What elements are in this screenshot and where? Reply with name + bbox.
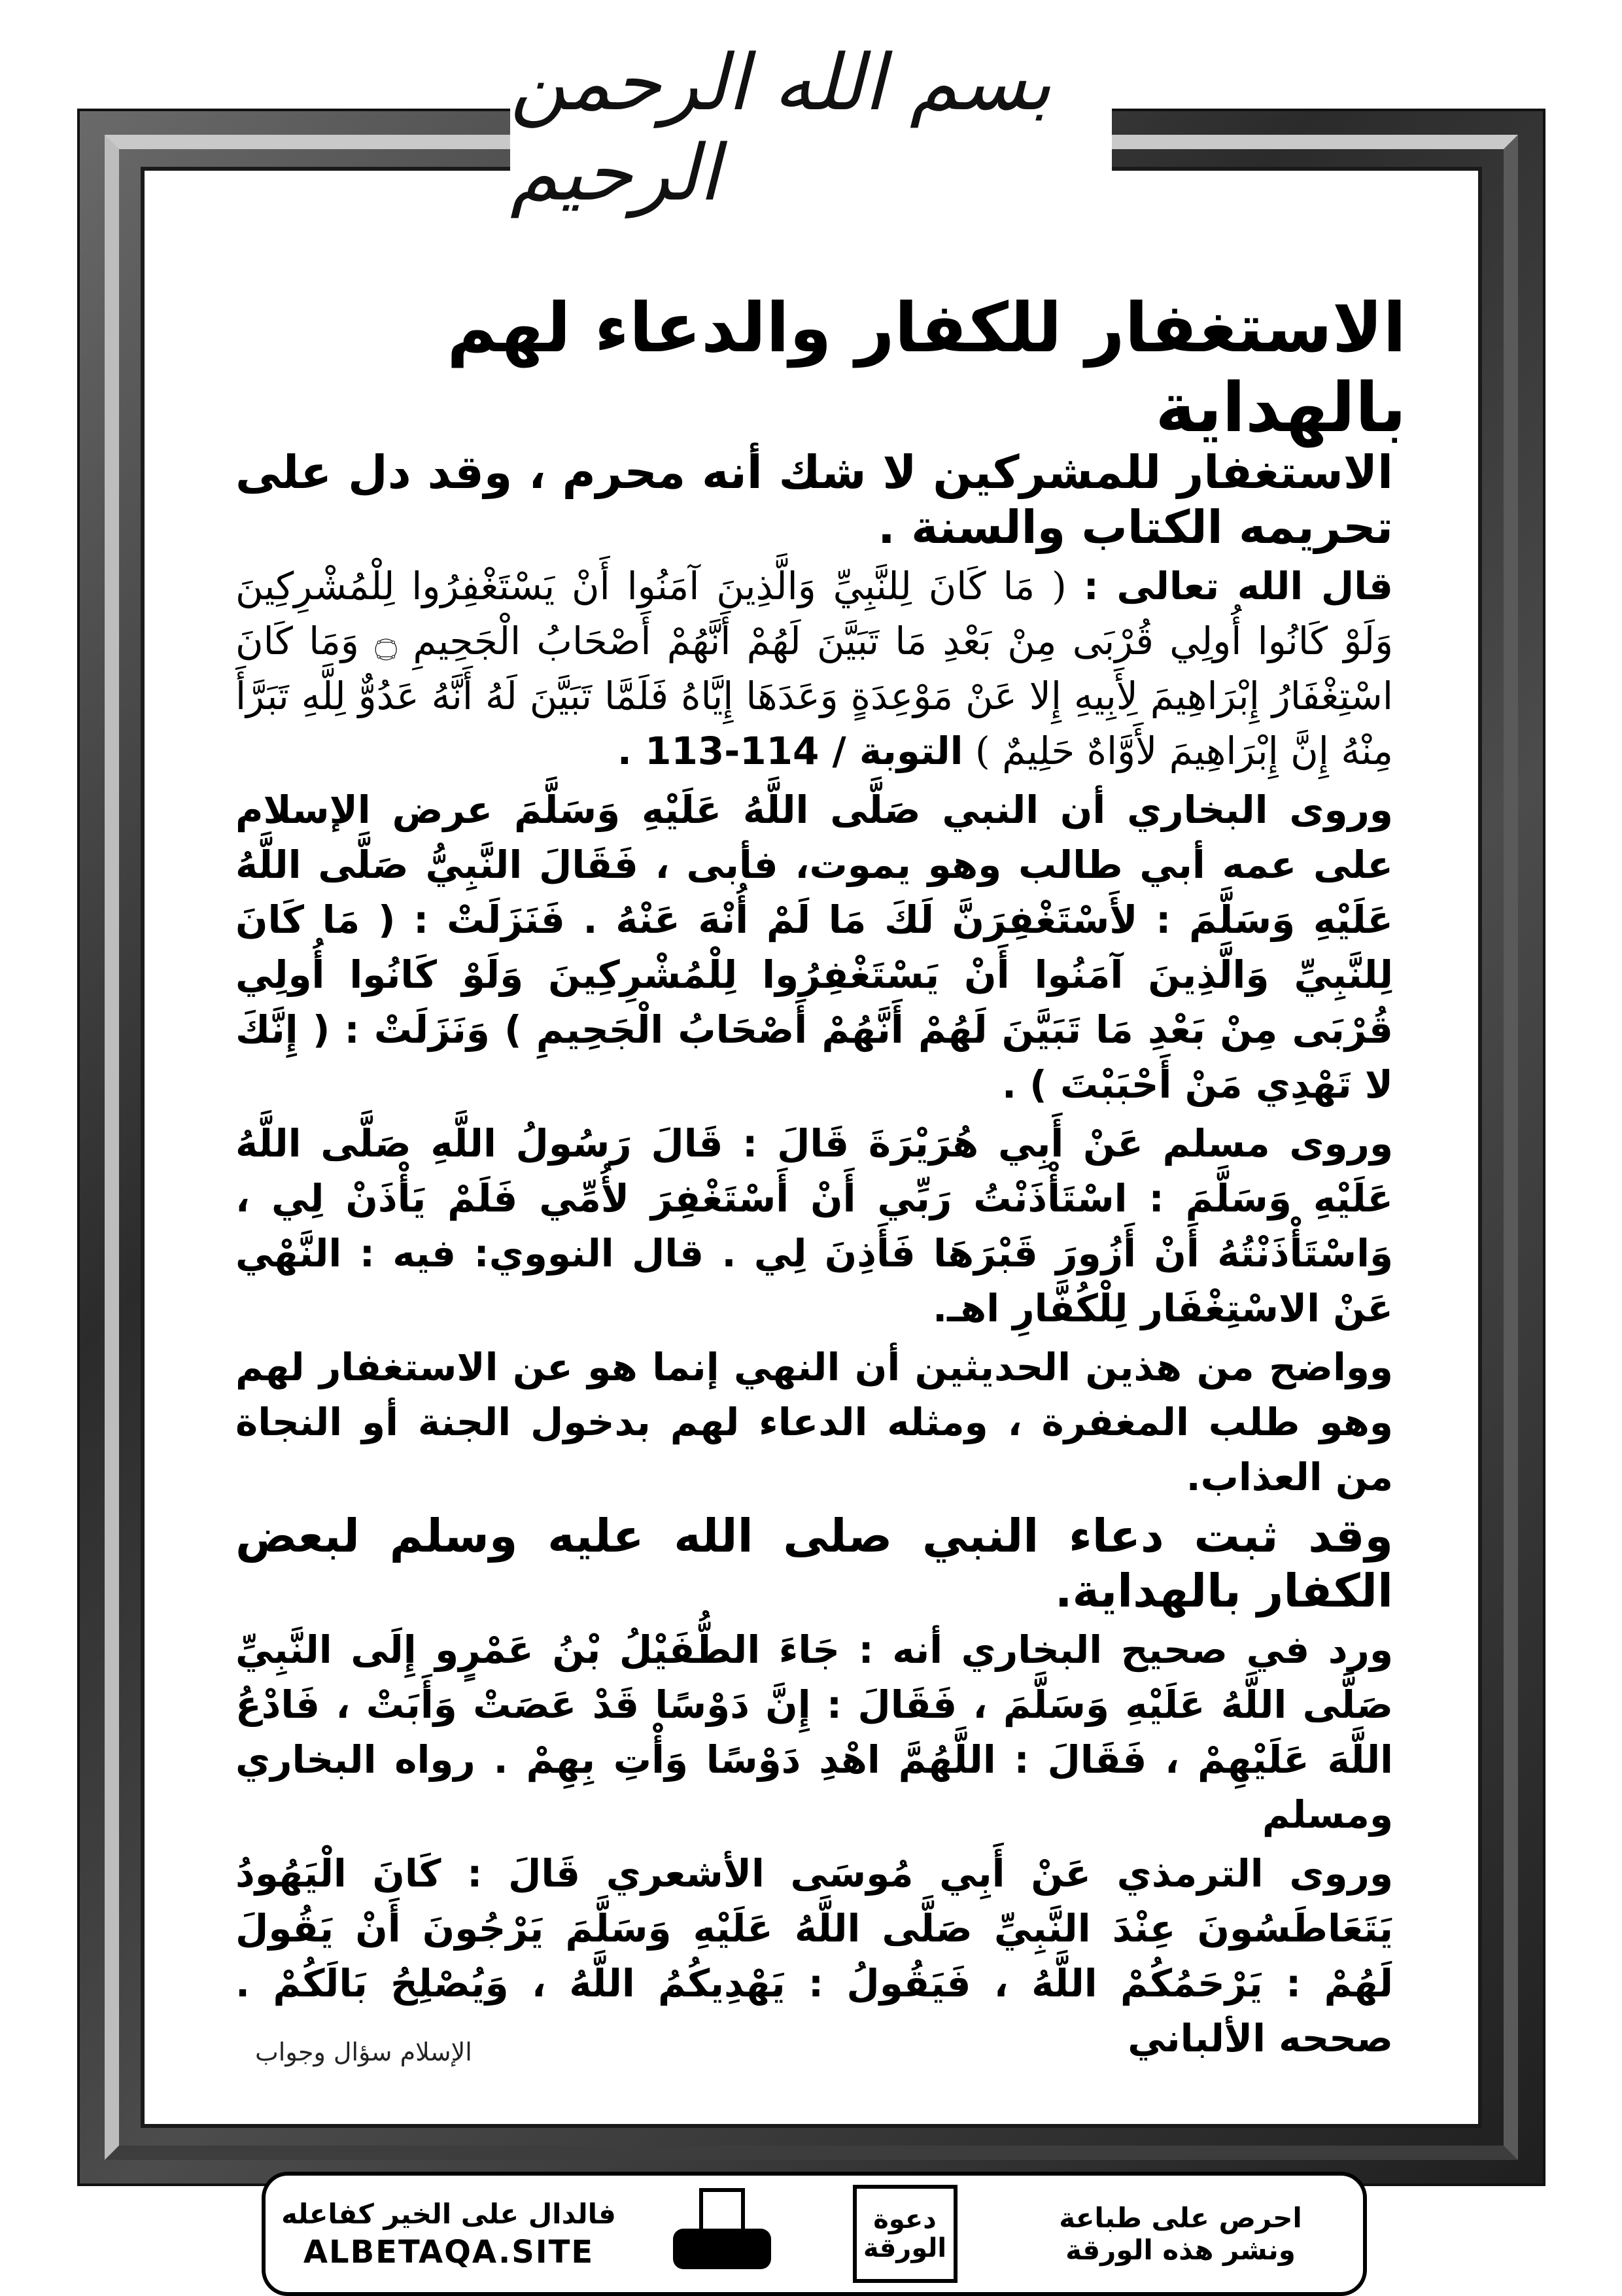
paragraph-tirmidhi: وروى الترمذي عَنْ أَبِي مُوسَى الأشعري قَالَ : كَانَ الْيَهُودُ يَتَعَاطَسُونَ عِنْدَ النَّبِيِّ صَلَّى اللَّهُ عَلَيْهِ وَسَلَّمَ يَرْجُونَ أَنْ يَقُولَ لَهُمْ : يَرْحَمُكُمْ اللَّهُ ، فَيَقُولُ : يَهْدِيكُمُ اللَّهُ ، وَيُصْلِحُ بَالَكُمْ . صححه الألباني	[235, 1851, 1393, 2061]
quran-verse: ( مَا كَانَ لِلنَّبِيِّ وَالَّذِينَ آمَنُوا أَنْ يَسْتَغْفِرُوا لِلْمُشْرِكِينَ وَلَوْ كَانُوا أُولِي قُرْبَى مِنْ بَعْدِ مَا تَبَيَّنَ لَهُمْ أَنَّهُمْ أَصْحَابُ الْجَحِيمِ ۝ وَمَا كَانَ اسْتِغْفَارُ إِبْرَاهِيمَ لِأَبِيهِ إِلا عَنْ مَوْعِدَةٍ وَعَدَهَا إِيَّاهُ فَلَمَّا تَبَيَّنَ لَهُ أَنَّهُ عَدُوٌّ لِلَّهِ تَبَرَّأَ مِنْهُ إِنَّ إِبْرَاهِيمَ لأَوَّاهٌ حَلِيمٌ )	[235, 564, 1393, 773]
paragraph-quran	[235, 559, 1393, 778]
basmala-text: بسم الله الرحمن الرحيم	[510, 37, 1052, 218]
printer-icon	[673, 2188, 771, 2280]
quran-reference: التوبة / 114-113 .	[617, 729, 963, 773]
paragraph-intro: الاستغفار للمشركين لا شك أنه محرم ، وقد دل على تحريمه الكتاب والسنة .	[235, 445, 1393, 554]
paragraph-heading-dua: وقد ثبت دعاء النبي صلى الله عليه وسلم لبعض الكفار بالهداية.	[235, 1509, 1393, 1618]
footer-print-line1: احرص على طباعة	[1059, 2202, 1302, 2234]
logo-da-wat-al-waraqa	[853, 2185, 958, 2283]
footer-icons	[632, 2185, 998, 2283]
page-title: الاستغفار للكفار والدعاء لهم بالهداية	[447, 288, 1406, 447]
paragraph-bukhari: وروى البخاري أن النبي صَلَّى اللَّهُ عَلَيْهِ وَسَلَّمَ عرض الإسلام على عمه أبي طالب وهو يموت، فأبى ، فَقَالَ النَّبِيُّ صَلَّى اللَّهُ عَلَيْهِ وَسَلَّمَ : لأَسْتَغْفِرَنَّ لَكَ مَا لَمْ أُنْهَ عَنْهُ . فَنَزَلَتْ : ( مَا كَانَ لِلنَّبِيِّ وَالَّذِينَ آمَنُوا أَنْ يَسْتَغْفِرُوا لِلْمُشْرِكِينَ وَلَوْ كَانُوا أُولِي قُرْبَى مِنْ بَعْدِ مَا تَبَيَّنَ لَهُمْ أَنَّهُمْ أَصْحَابُ الْجَحِيمِ ) وَنَزَلَتْ : ( إِنَّكَ لا تَهْدِي مَنْ أَحْبَبْتَ ) .	[235, 788, 1393, 1107]
footer-url: ALBETAQA.SITE	[303, 2233, 595, 2270]
footer-bar	[262, 2172, 1367, 2296]
article-body	[235, 445, 1393, 2106]
paragraph-explanation: وواضح من هذين الحديثين أن النهي إنما هو عن الاستغفار لهم وهو طلب المغفرة ، ومثله الدعاء لهم بدخول الجنة أو النجاة من العذاب.	[235, 1345, 1393, 1499]
footer-print-note	[998, 2202, 1363, 2266]
footer-slogan: فالدال على الخير كفاعله	[281, 2197, 616, 2230]
source-credit: الإسلام سؤال وجواب	[255, 2038, 472, 2066]
paragraph-muslim: وروى مسلم عَنْ أَبِي هُرَيْرَةَ قَالَ : قَالَ رَسُولُ اللَّهِ صَلَّى اللَّهُ عَلَيْهِ وَسَلَّمَ : اسْتَأْذَنْتُ رَبِّي أَنْ أَسْتَغْفِرَ لأُمِّي فَلَمْ يَأْذَنْ لِي ، وَاسْتَأْذَنْتُهُ أَنْ أَزُورَ قَبْرَهَا فَأَذِنَ لِي . قال النووي: فيه : النَّهْي عَنْ الاسْتِغْفَار لِلْكُفَّارِ اهـ.	[235, 1121, 1393, 1331]
logo-text: دعوة الورقة	[863, 2204, 947, 2263]
footer-website	[266, 2198, 632, 2270]
basmala-calligraphy	[510, 39, 1112, 216]
paragraph-tufayl: ورد في صحيح البخاري أنه : جَاءَ الطُّفَيْلُ بْنُ عَمْرٍو إِلَى النَّبِيِّ صَلَّى اللَّهُ عَلَيْهِ وَسَلَّمَ ، فَقَالَ : إِنَّ دَوْسًا قَدْ عَصَتْ وَأَبَتْ ، فَادْعُ اللَّهَ عَلَيْهِمْ ، فَقَالَ : اللَّهُمَّ اهْدِ دَوْسًا وَأْتِ بِهِمْ . رواه البخاري ومسلم	[235, 1627, 1393, 1837]
footer-print-line2: ونشر هذه الورقة	[1065, 2234, 1296, 2266]
quran-intro-label: قال الله تعالى :	[1083, 564, 1394, 608]
